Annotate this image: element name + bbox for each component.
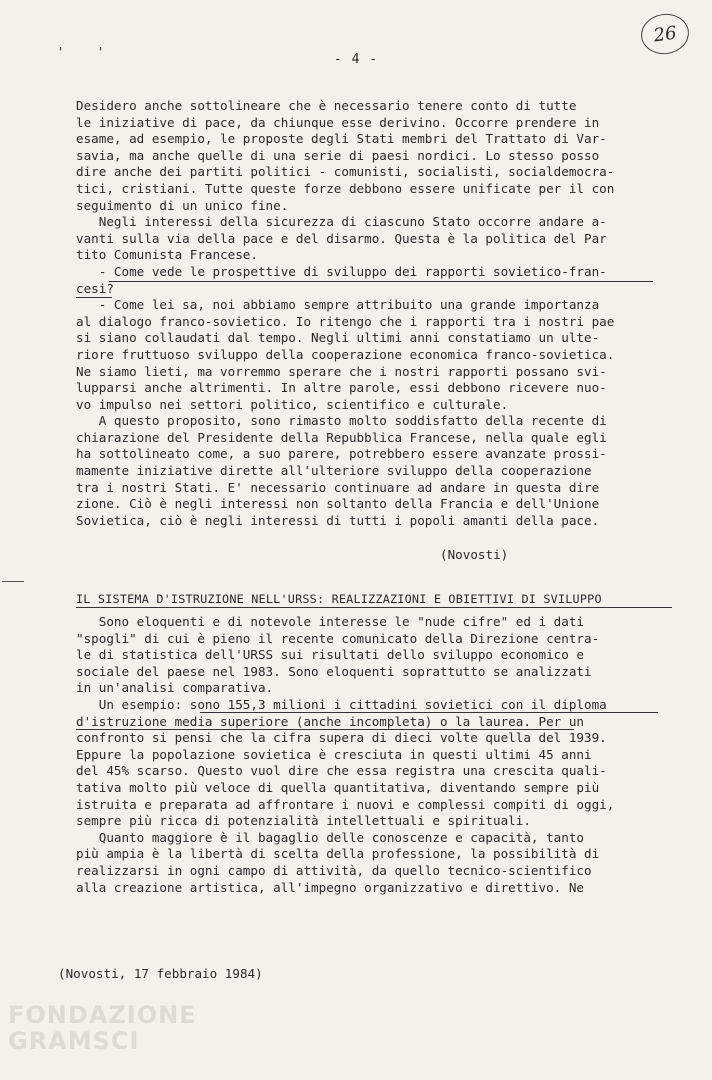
question-underline (109, 281, 653, 282)
margin-dot: ' (57, 45, 65, 59)
watermark-logo: FONDAZIONE GRAMSCI (8, 1001, 197, 1055)
margin-mark (2, 581, 24, 582)
footer-source: (Novosti, 17 febbraio 1984) (58, 966, 263, 981)
statistic-underline (76, 729, 574, 730)
question-underline (76, 297, 112, 298)
archive-stamp: 26 (638, 11, 691, 57)
article-body-part1: Desidero anche sottolineare che è necessario tenere conto di tutte le iniziative di pace, da chiunque esse derivino. Occorre prendere in esame, ad esempio, le proposte degli Stati membri del Trattato di Var- savia, ma anche quelle di una serie di paesi nordici. Lo stesso posso dire anche dei partiti politici - comunisti, socialisti, socialdemocra- tici, cristiani. Tutte queste forze debbono essere unificate per il con seguimento di un unico fine. Negli interessi della sicurezza di ciascuno Stato occorre andare a- vanti sulla via della pace e del disarmo. Questa è la politica del Par tito Comunista Francese. - Come vede le prospettive di sviluppo dei rapporti sovietico-fran- cesi? - Come lei sa, noi abbiamo sempre attribuito una grande importanza al dialogo franco-sovietico. Io ritengo che i rapporti tra i nostri pae si siano collaudati dal tempo. Negli ultimi anni constatiamo un ulte- riore fruttuoso sviluppo della cooperazione economica franco-sovietica. Ne siamo lieti, ma vorremmo sperare che i nostri rapporti possano svi- lupparsi anche altrimenti. In altre parole, essi debbono ricevere nuo- vo impulso nei settori politico, scientifico e culturale. A questo proposito, sono rimasto molto soddisfatto della recente di chiarazione del Presidente della Repubblica Francese, nella quale egli ha sottolineato come, a suo parere, potrebbero essere avanzate prossi- mamente iniziative dirette all'ulteriore sviluppo della cooperazione tra i nostri Stati. E' necessario continuare ad andare in questa dire zione. Ciò è negli interessi non soltanto della Francia e dell'Unione Sovietica, ciò è negli interessi di tutti i popoli amanti della pace. (76, 98, 615, 528)
page-number: - 4 - (333, 52, 379, 67)
section-title: IL SISTEMA D'ISTRUZIONE NELL'URSS: REALIZZAZIONI E OBIETTIVI DI SVILUPPO (76, 592, 672, 608)
statistic-underline (200, 712, 658, 713)
article-body-part2: Sono eloquenti e di notevole interesse le "nude cifre" ed i dati "spogli" di cui è pieno il recente comunicato della Direzione centra- le di statistica dell'URSS sui risultati dello sviluppo economico e sociale del paese nel 1983. Sono eloquenti soprattutto se analizzati in un'analisi comparativa. Un esempio: sono 155,3 milioni i cittadini sovietici con il diploma d'istruzione media superiore (anche incompleta) o la laurea. Per un confronto si pensi che la cifra supera di dieci volte quella del 1939. Eppure la popolazione sovietica è cresciuta in questi ultimi 45 anni del 45% scarso. Questo vuol dire che essa registra una crescita quali- tativa molto più veloce di quella quantitativa, diventando sempre più istruita e preparata ad affrontare i nuovi e complessi compiti di oggi, sempre più ricca di potenzialità intellettuali e spirituali. Quanto maggiore è il bagaglio delle conoscenze e capacità, tanto più ampia è la libertà di scelta della professione, la possibilità di realizzarsi in ogni campo di attività, da quello tecnico-scientifico alla creazione artistica, all'impegno organizzativo e direttivo. Ne (76, 614, 615, 895)
news-source: (Novosti) (440, 547, 509, 562)
margin-dot: ' (97, 45, 105, 59)
